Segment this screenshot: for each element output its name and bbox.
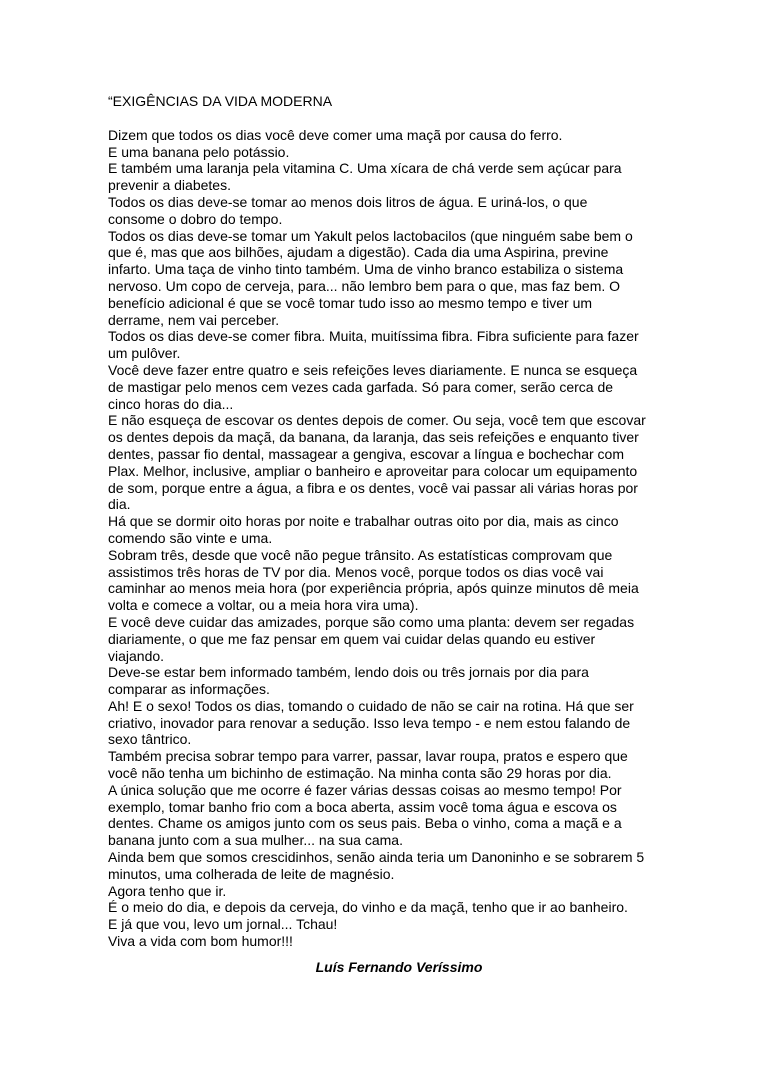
text-line: assistimos três horas de TV por dia. Menos você, porque todos os dias você vai [108, 563, 604, 580]
text-line: minutos, uma colherada de leite de magnésio. [108, 865, 395, 882]
text-line: comendo são vinte e uma. [108, 529, 273, 546]
author-signature: Luís Fernando Veríssimo [315, 958, 483, 975]
text-line: prevenir a diabetes. [108, 177, 231, 194]
text-line: banana junto com a sua mulher... na sua cama. [108, 832, 403, 849]
text-line: dentes, passar fio dental, massagear a gengiva, escovar a língua e bochechar com [108, 445, 624, 462]
text-line: A única solução que me ocorre é fazer várias dessas coisas ao mesmo tempo! Por [108, 781, 622, 798]
document-page [108, 93, 668, 990]
text-line: diariamente, o que me faz pensar em quem vai cuidar delas quando eu estiver [108, 630, 596, 647]
text-line: Agora tenho que ir. [108, 882, 227, 899]
text-line: dentes. Chame os amigos junto com os seus pais. Beba o vinho, coma a maçã e a [108, 815, 622, 832]
text-line: Sobram três, desde que você não pegue trânsito. As estatísticas comprovam que [108, 546, 613, 563]
text-line: de som, porque entre a água, a fibra e os dentes, você vai passar ali várias horas por [108, 479, 638, 496]
text-line: Há que se dormir oito horas por noite e trabalhar outras oito por dia, mais as cinco [108, 513, 619, 530]
document-body [108, 127, 668, 950]
text-line: que é, mas que aos bilhões, ajudam a digestão). Cada dia uma Aspirina, previne [108, 244, 609, 261]
text-line: Plax. Melhor, inclusive, ampliar o banheiro e aproveitar para colocar um equipamento [108, 462, 638, 479]
text-line: um pulôver. [108, 345, 181, 362]
text-line: derrame, nem vai perceber. [108, 311, 280, 328]
text-line: criativo, inovador para renovar a sedução. Isso leva tempo - e nem estou falando de [108, 714, 631, 731]
text-line: os dentes depois da maçã, da banana, da laranja, das seis refeições e enquanto tiver [108, 429, 639, 446]
text-line: Ah! E o sexo! Todos os dias, tomando o cuidado de não se cair na rotina. Há que ser [108, 697, 634, 714]
text-line: Todos os dias deve-se tomar ao menos dois litros de água. E uriná-los, o que [108, 193, 588, 210]
text-line: cinco horas do dia... [108, 395, 234, 412]
text-line: Você deve fazer entre quatro e seis refeições leves diariamente. E nunca se esqueça [108, 361, 638, 378]
text-line: Todos os dias deve-se tomar um Yakult pelos lactobacilos (que ninguém sabe bem o [108, 227, 633, 244]
text-line: dia. [108, 496, 131, 513]
text-line: sexo tântrico. [108, 731, 192, 748]
text-line: E uma banana pelo potássio. [108, 143, 290, 160]
text-line: de mastigar pelo menos cem vezes cada garfada. Só para comer, serão cerca de [108, 378, 614, 395]
text-line: infarto. Uma taça de vinho tinto também. Uma de vinho branco estabiliza o sistema [108, 261, 624, 278]
text-line: Viva a vida com bom humor!!! [108, 933, 293, 950]
text-line: você não tenha um bichinho de estimação. Na minha conta são 29 horas por dia. [108, 765, 612, 782]
text-line: exemplo, tomar banho frio com a boca aberta, assim você toma água e escova os [108, 798, 617, 815]
text-line: Todos os dias deve-se comer fibra. Muita, muitíssima fibra. Fibra suficiente para fazer [108, 328, 639, 345]
text-line: É o meio do dia, e depois da cerveja, do vinho e da maçã, tenho que ir ao banheiro. [108, 899, 628, 916]
text-line: E não esqueça de escovar os dentes depois de comer. Ou seja, você tem que escovar [108, 412, 646, 429]
text-line: E já que vou, levo um jornal... Tchau! [108, 916, 338, 933]
text-line: volta e comece a voltar, ou a meia hora vira uma). [108, 597, 419, 614]
text-line: benefício adicional é que se você tomar tudo isso ao mesmo tempo e tiver um [108, 294, 593, 311]
text-line: Dizem que todos os dias você deve comer uma maçã por causa do ferro. [108, 126, 563, 143]
text-line: viajando. [108, 647, 165, 664]
text-line: E também uma laranja pela vitamina C. Uma xícara de chá verde sem açúcar para [108, 160, 622, 177]
document-title: “EXIGÊNCIAS DA VIDA MODERNA [108, 93, 333, 109]
text-line: Deve-se estar bem informado também, lendo dois ou três jornais por dia para [108, 664, 589, 681]
text-line: E você deve cuidar das amizades, porque são como uma planta: devem ser regadas [108, 613, 635, 630]
text-line: consome o dobro do tempo. [108, 210, 283, 227]
text-line: nervoso. Um copo de cerveja, para... não lembro bem para o que, mas faz bem. O [108, 277, 621, 294]
text-line: caminhar ao menos meia hora (por experiência própria, após quinze minutos dê meia [108, 580, 639, 597]
text-line: Também precisa sobrar tempo para varrer, passar, lavar roupa, pratos e espero que [108, 748, 628, 765]
text-line: comparar as informações. [108, 681, 270, 698]
text-line: Ainda bem que somos crescidinhos, senão ainda teria um Danoninho e se sobrarem 5 [108, 849, 645, 866]
